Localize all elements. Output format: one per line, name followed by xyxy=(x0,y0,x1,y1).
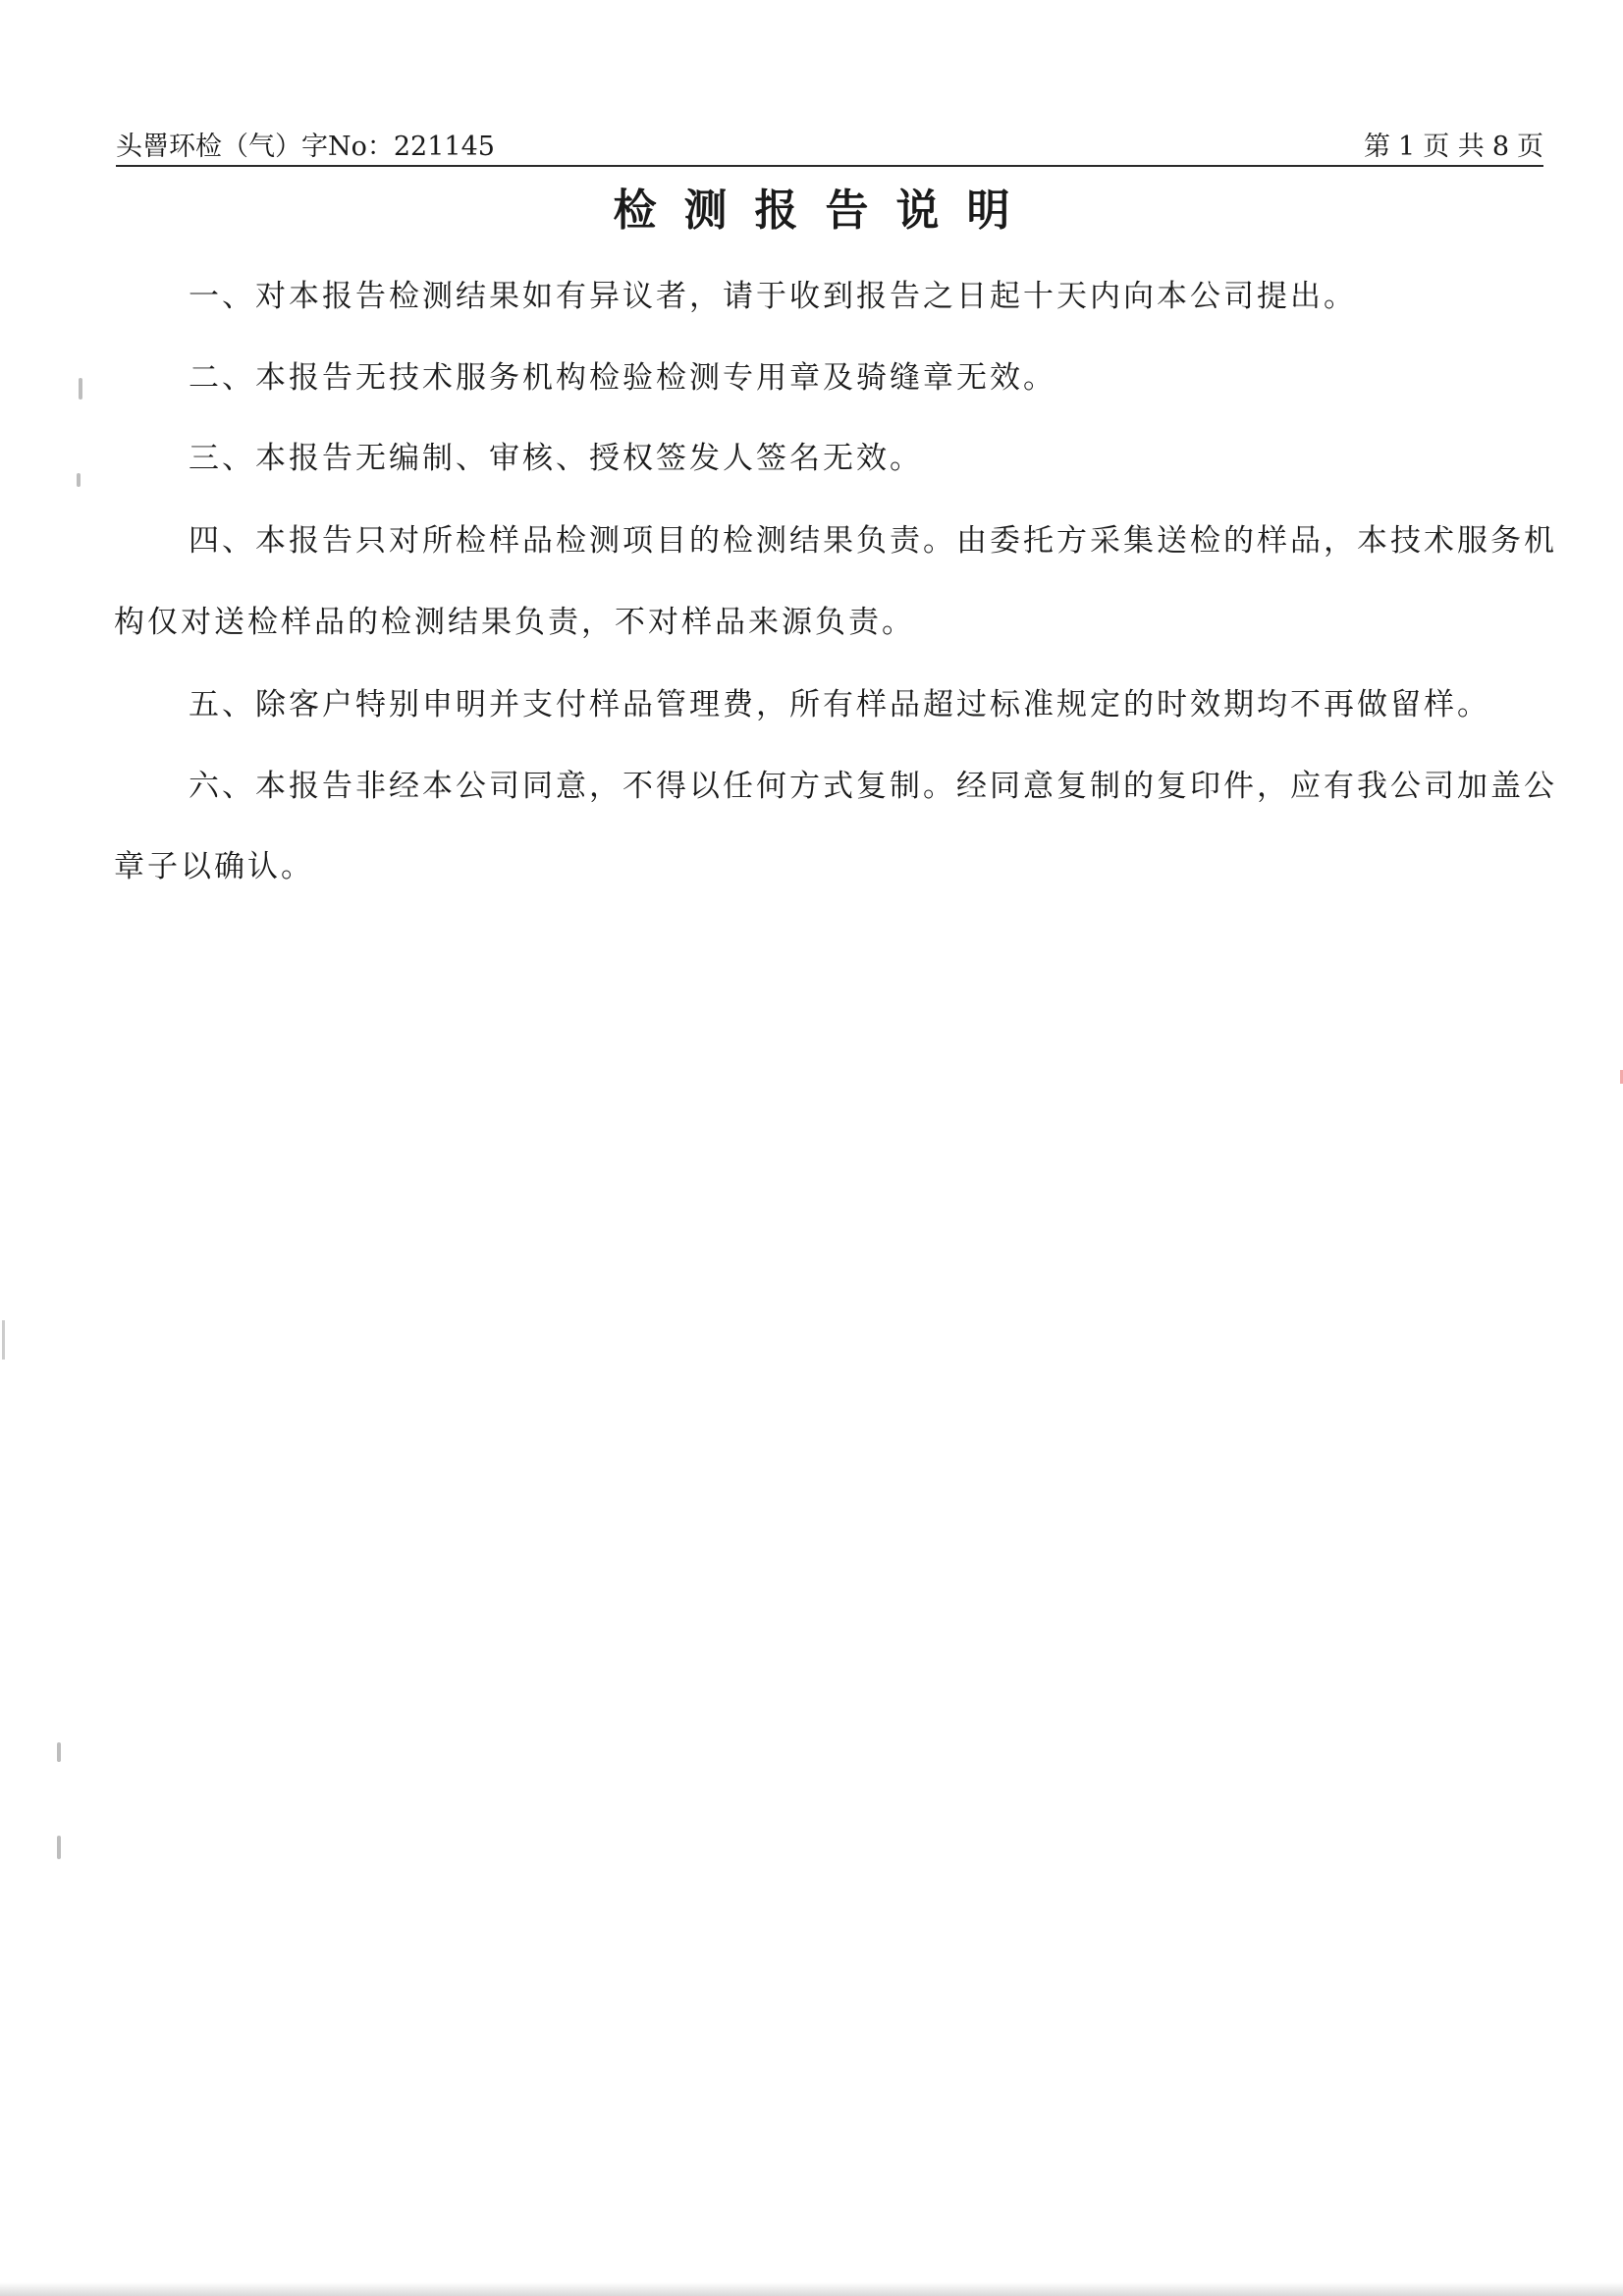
page-counter xyxy=(1364,125,1543,163)
page-label-suffix: 页 xyxy=(1517,132,1543,162)
page-current: 1 xyxy=(1398,132,1416,162)
clause-4-line-1: 四、本报告只对所检样品检测项目的检测结果负责。由委托方采集送检的样品，本技术服务机 xyxy=(189,523,1557,559)
scan-artifact xyxy=(79,378,82,400)
clause-1: 一、对本报告检测结果如有异议者，请于收到报告之日起十天内向本公司提出。 xyxy=(189,279,1357,314)
scan-artifact xyxy=(77,473,81,487)
report-number: 头罾环检（气）字No：221145 xyxy=(116,132,495,162)
scan-bottom-shadow xyxy=(0,2282,1623,2296)
page-label-middle: 页 共 xyxy=(1423,132,1485,162)
scan-artifact xyxy=(57,1742,61,1762)
clause-6-line-1: 六、本报告非经本公司同意，不得以任何方式复制。经同意复制的复印件，应有我公司加盖公 xyxy=(189,769,1557,804)
clause-3: 三、本报告无编制、审核、授权签发人签名无效。 xyxy=(189,441,923,476)
document-title: 检测报告说明 xyxy=(613,186,1038,236)
clause-2: 二、本报告无技术服务机构检验检测专用章及骑缝章无效。 xyxy=(189,360,1056,396)
page-label-prefix: 第 xyxy=(1364,132,1391,162)
clause-6-line-2: 章子以确认。 xyxy=(114,849,314,884)
scan-edge-artifact xyxy=(2,1320,5,1360)
clause-4-line-2: 构仅对送检样品的检测结果负责，不对样品来源负责。 xyxy=(114,605,915,640)
clause-5: 五、除客户特别申明并支付样品管理费，所有样品超过标准规定的时效期均不再做留样。 xyxy=(189,687,1490,722)
page-total: 8 xyxy=(1491,132,1509,162)
scan-artifact xyxy=(57,1836,61,1859)
page-header xyxy=(116,130,1543,167)
